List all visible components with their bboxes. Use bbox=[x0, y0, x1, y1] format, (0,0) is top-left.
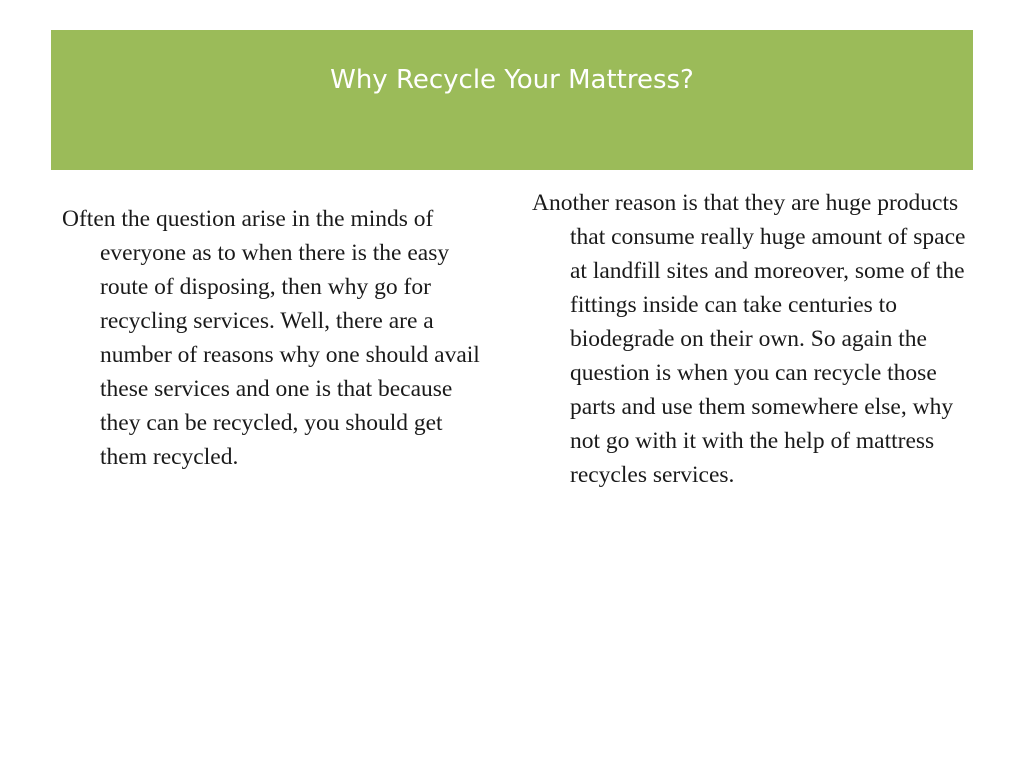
left-paragraph: Often the question arise in the minds of everyone as to when there is the easy route of disposing, then why go for recycling services. Well, there are a number of reasons why one should avail these services and one is that because they can be recycled, you should get them recycled. bbox=[62, 206, 480, 470]
title-bar bbox=[51, 30, 973, 170]
slide-title: Why Recycle Your Mattress? bbox=[330, 65, 694, 95]
right-paragraph: Another reason is that they are huge products that consume really huge amount of space at landfill sites and moreover, some of the fittings inside can take centuries to biodegrade on their own. So again the question is when you can recycle those parts and use them somewhere else, why not go with it with the help of mattress recycles services. bbox=[532, 190, 966, 488]
